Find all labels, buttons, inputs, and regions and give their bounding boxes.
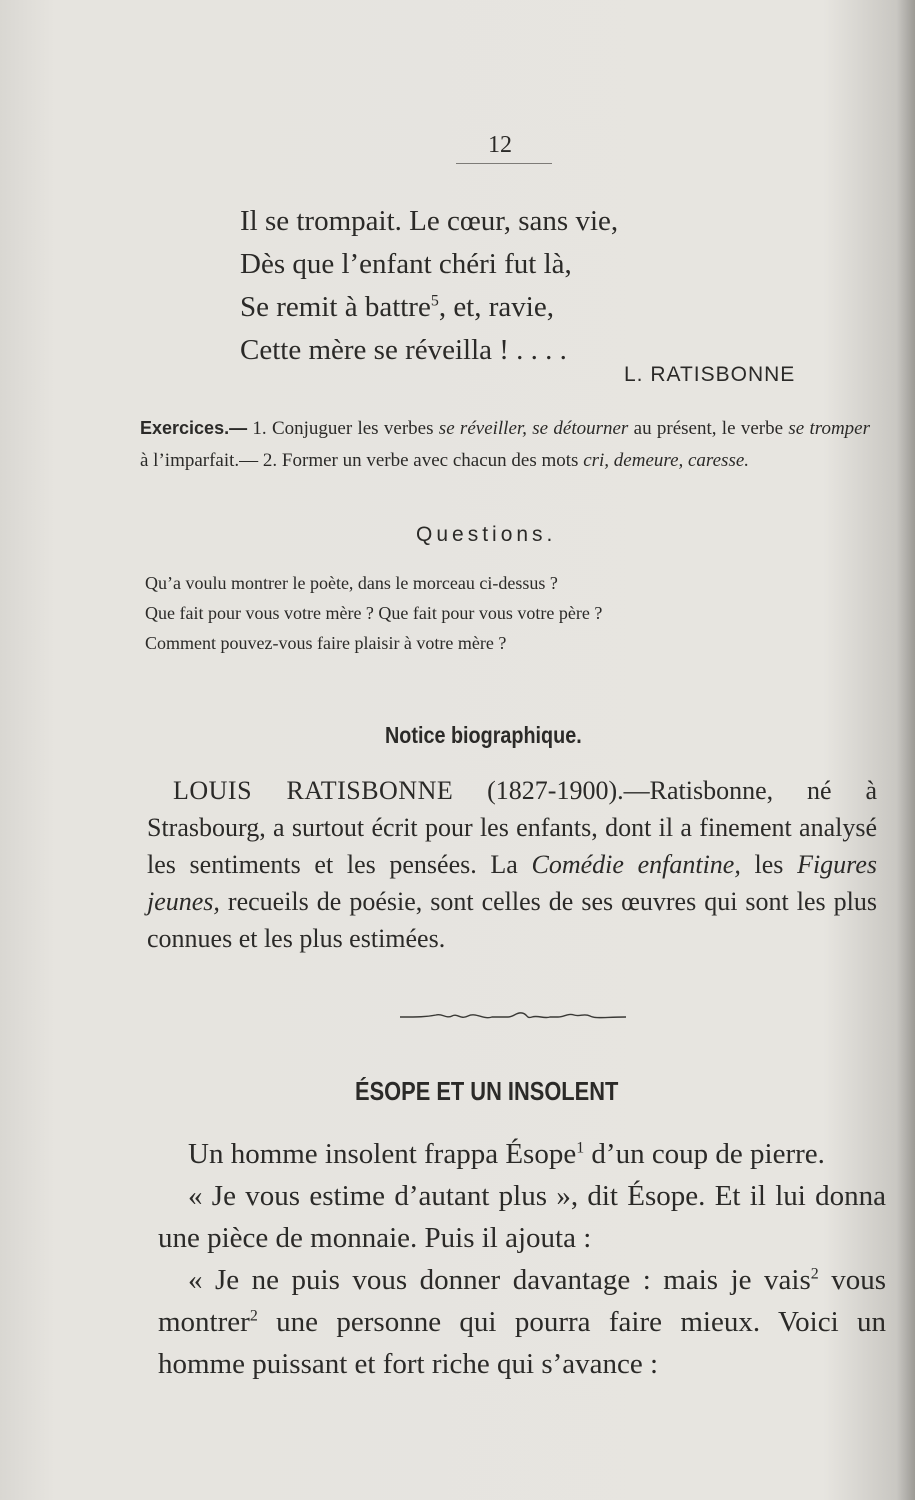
exercises-paragraph (140, 412, 870, 477)
exercises-heading: Exercices.— (140, 418, 248, 438)
notice-text: les (740, 850, 798, 879)
poem-line: Il se trompait. Le cœur, sans vie, (240, 205, 619, 237)
footnote-mark: 2 (810, 1265, 819, 1283)
exercises-text: à l’imparfait.— 2. Former un verbe avec chacun des mots (140, 450, 584, 471)
notice-italic: Comédie enfantine, (531, 850, 741, 879)
fable-paragraph (158, 1259, 886, 1385)
fable-sentence: « Je ne puis vous donner davantage : mais je vais (188, 1264, 811, 1296)
notice-text: recueils de poésie, sont celles de ses œuvres qui sont les plus connues et les plus estimées. (147, 887, 877, 953)
poem-author: L. RATISBONNE (624, 363, 796, 386)
notice-heading: Notice biographique. (385, 722, 582, 748)
exercises-italic: cri, demeure, caresse. (583, 450, 750, 471)
ornament-divider-icon (398, 1004, 628, 1030)
fable-sentence: vous montrer (158, 1264, 886, 1338)
questions-list (145, 568, 602, 658)
exercises-text: 1. Conjuguer les verbes (247, 418, 439, 439)
footnote-mark: 2 (249, 1307, 258, 1325)
exercises-italic: se tromper (788, 418, 870, 439)
poem-line-text: , et, ravie, (438, 291, 554, 323)
notice-italic: Figures jeunes, (147, 850, 877, 916)
poem-line-text: Se remit à battre (240, 291, 431, 323)
page-number-rule (456, 163, 552, 164)
notice-paragraph (147, 772, 877, 957)
questions-heading: Questions. (416, 523, 557, 546)
footnote-mark: 1 (576, 1139, 585, 1157)
fable-sentence: Un homme insolent frappa Ésope (188, 1138, 577, 1170)
fable-sentence: une personne qui pourra faire mieux. Voici un homme puissant et fort riche qui s’avance : (158, 1306, 886, 1380)
footnote-mark: 5 (430, 292, 439, 310)
author-name: LOUIS RATISBONNE (173, 776, 454, 805)
fable-paragraph (158, 1133, 886, 1175)
fable-sentence: d’un coup de pierre. (584, 1138, 825, 1170)
question-item: Qu’a voulu montrer le poète, dans le morceau ci-dessus ? (145, 573, 558, 593)
poem-line: Dès que l’enfant chéri fut là, (240, 248, 572, 280)
page-number: 12 (488, 132, 512, 158)
fable-paragraph: « Je vous estime d’autant plus », dit Ésope. Et il lui donna une pièce de monnaie. Puis il ajouta : (158, 1180, 886, 1254)
poem-line: Cette mère se réveilla ! . . . . (240, 334, 567, 366)
exercises-italic: se réveiller, se détourner (438, 418, 629, 439)
fable-title: ÉSOPE ET UN INSOLENT (355, 1076, 619, 1106)
poem-line (240, 286, 618, 329)
question-item: Comment pouvez-vous faire plaisir à votre mère ? (145, 633, 507, 653)
exercises-text: au présent, le verbe (628, 418, 789, 439)
notice-text: (1827-1900).—Ratisbonne, né à Strasbourg, a surtout écrit pour les enfants, dont il a finement analysé les sentiments et les pensées. La (147, 776, 877, 879)
fable-text (158, 1133, 886, 1385)
poem-stanza (240, 200, 618, 372)
question-item: Que fait pour vous votre mère ? Que fait pour vous votre père ? (145, 603, 603, 623)
